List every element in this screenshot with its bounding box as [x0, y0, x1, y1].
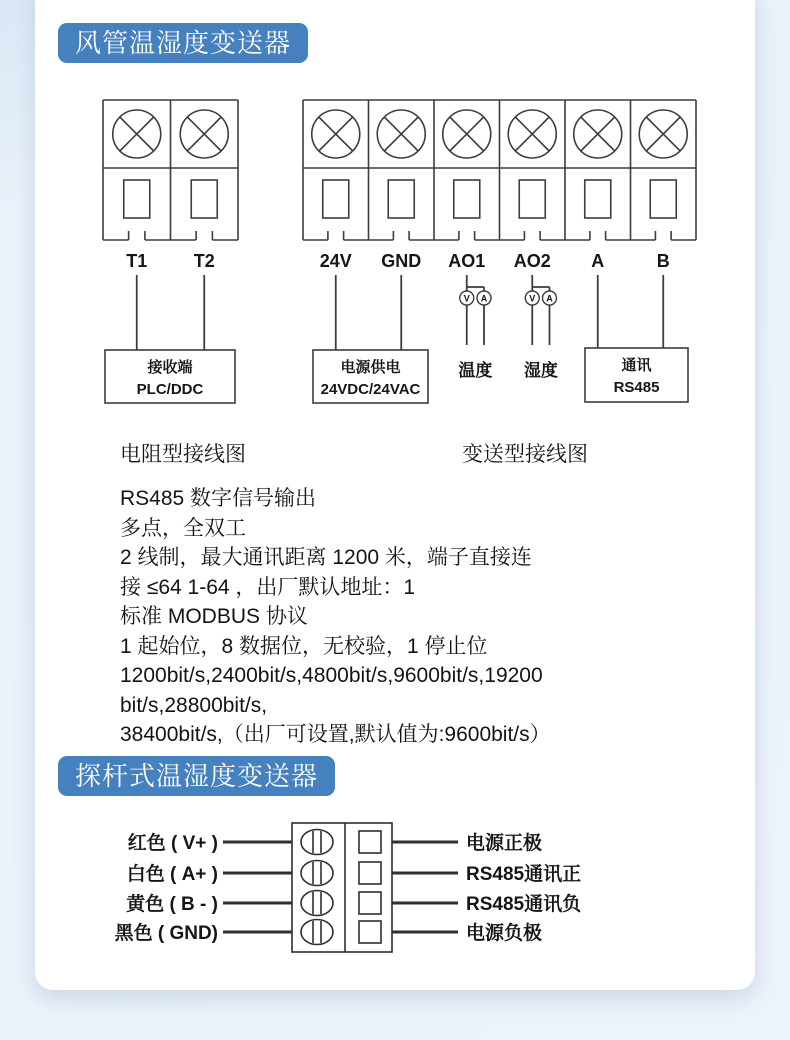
wire-label-yellow-bminus: 黄色 ( B - ) — [126, 894, 218, 915]
power-box-subtitle: 24VDC/24VAC — [320, 381, 421, 398]
signal-label-power-positive: 电源正极 — [466, 833, 543, 854]
wire-label-red-vplus: 红色 ( V+ ) — [127, 833, 218, 854]
ammeter-icon: A — [546, 293, 553, 304]
probe-wires — [223, 842, 458, 932]
signal-label-rs485-positive: RS485通讯正 — [466, 864, 582, 885]
power-box-title: 电源供电 — [340, 359, 401, 376]
terminal-label-t2: T2 — [193, 251, 215, 271]
wires — [137, 275, 664, 350]
terminal-label-t1: T1 — [126, 251, 148, 271]
spec-line: 多点，全双工 — [120, 516, 246, 540]
voltmeter-icon: V — [463, 293, 470, 304]
duct-wiring-diagram — [90, 95, 710, 410]
spec-line: 接 ≤64 1-64 ，出厂默认地址：1 — [120, 575, 416, 599]
receiver-box-subtitle: PLC/DDC — [136, 381, 204, 398]
content-card — [35, 0, 755, 990]
humidity-output-label: 湿度 — [523, 361, 558, 380]
caption-transmitter-wiring: 变送型接线图 — [462, 443, 588, 466]
spec-line: 38400bit/s,（出厂可设置,默认值为:9600bit/s） — [120, 723, 551, 746]
signal-label-power-negative: 电源负极 — [466, 923, 543, 944]
caption-resistance-wiring: 电阻型接线图 — [120, 443, 246, 466]
wire-label-white-aplus: 白色 ( A+ ) — [126, 864, 218, 885]
terminal-label-b: B — [656, 251, 670, 271]
resistance-terminal-block — [103, 100, 238, 240]
rs485-comm-box — [585, 348, 688, 402]
probe-wiring-diagram — [100, 815, 660, 960]
spec-line: 标准 MODBUS 协议 — [120, 605, 308, 628]
signal-label-rs485-negative: RS485通讯负 — [466, 894, 582, 915]
spec-line: RS485 数字信号输出 — [120, 487, 317, 510]
terminal-label-ao2: AO2 — [513, 251, 551, 271]
terminal-label-a: A — [591, 251, 605, 271]
spec-line: 2 线制，最大通讯距离 1200 米，端子直接连 — [120, 546, 532, 569]
receiver-box — [105, 350, 235, 403]
transmitter-terminal-block — [303, 100, 696, 240]
rs485-spec-text — [120, 484, 700, 750]
power-supply-box — [313, 350, 428, 403]
duct-section-badge: 风管温湿度变送器 — [58, 23, 308, 63]
comm-box-title: 通讯 — [621, 357, 652, 374]
comm-box-subtitle: RS485 — [613, 379, 660, 396]
screw-head-icon — [301, 830, 333, 945]
voltmeter-icon: V — [529, 293, 536, 304]
spec-line: 1 起始位，8 数据位，无校验，1 停止位 — [120, 634, 488, 658]
terminal-label-gnd: GND — [381, 251, 422, 271]
terminal-label-ao1: AO1 — [448, 251, 486, 271]
wire-label-black-gnd: 黑色 ( GND) — [114, 923, 218, 944]
temperature-output-label: 温度 — [458, 361, 493, 380]
spec-line: bit/s,28800bit/s, — [120, 693, 268, 717]
terminal-label-24v: 24V — [319, 251, 352, 271]
probe-terminal-block — [292, 823, 392, 952]
ammeter-icon: A — [480, 293, 488, 304]
spec-line: 1200bit/s,2400bit/s,4800bit/s,9600bit/s,19200 — [120, 664, 543, 687]
probe-section-badge: 探杆式温湿度变送器 — [58, 756, 335, 796]
receiver-box-title: 接收端 — [147, 359, 193, 376]
